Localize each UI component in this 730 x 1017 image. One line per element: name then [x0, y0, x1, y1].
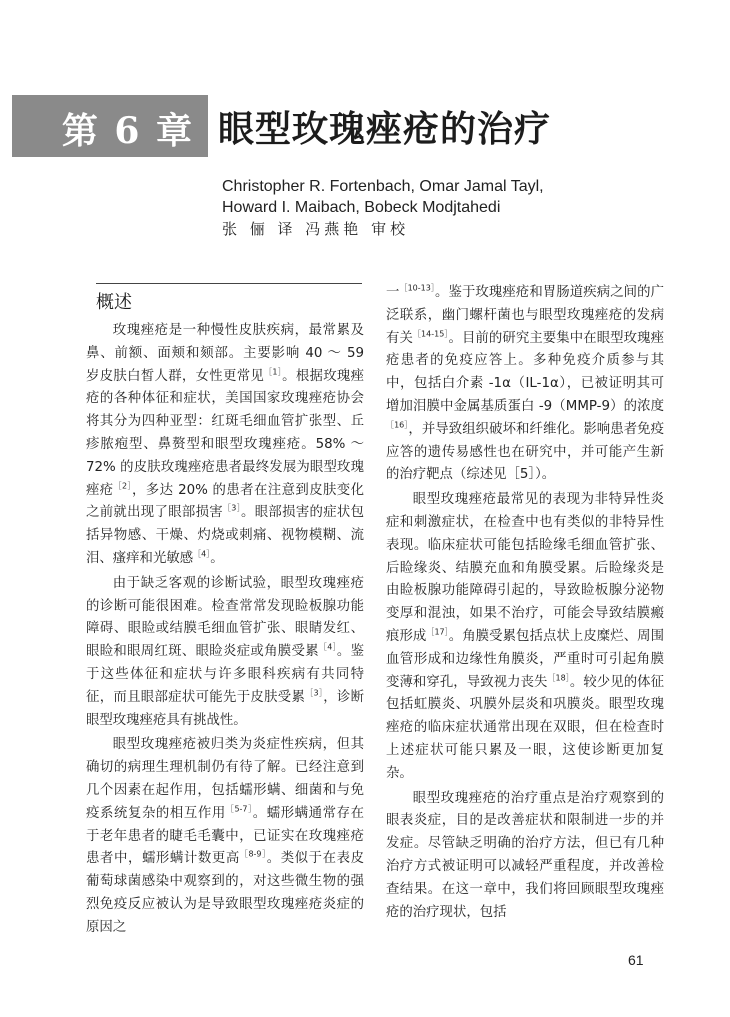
- chapter-number-band: [12, 95, 208, 157]
- paragraph: 眼型玫瑰痤疮最常见的表现为非特异性炎症和刺激症状，在检查中也有类似的非特异性表现。临床症状可能包括睑缘毛细血管扩张、后睑缘炎、结膜充血和角膜受累。后睑缘炎是由睑板腺功能障碍引起的，导致睑板腺分泌物变厚和混浊，如果不治疗，可能会导致结膜瘢痕形成$^{[17]}$。角膜受累包括点状上皮糜烂、周围血管形成和边缘性角膜炎，严重时可引起角膜变薄和穿孔，导致视力丧失$^{[18]}$。较少见的体征包括虹膜炎、巩膜外层炎和巩膜炎。眼型玫瑰痤疮的临床症状通常出现在双眼，但在检查时上述症状可能只累及一眼，这使诊断更加复杂。: [386, 492, 665, 781]
- paragraph: 一$^{[10-13]}$。鉴于玫瑰痤疮和胃肠道疾病之间的广泛联系，幽门螺杆菌也与眼型玫瑰痤疮的发病有关$^{[14-15]}$。目前的研究主要集中在眼型玫瑰痤疮患者的免疫应答上。多种免疫介质参与其中，包括白介素 -1α（IL-1α），已被证明其可增加泪膜中金属基质蛋白 -9（MMP-9）的浓度$^{[16]}$，并导致组织破坏和纤维化。影响患者免疫应答的遗传易感性也在研究中，并可能产生新的治疗靶点（综述见［5］）。: [386, 283, 665, 483]
- paragraph: 由于缺乏客观的诊断试验，眼型玫瑰痤疮的诊断可能很困难。检查常常发现睑板腺功能障碍、眼睑或结膜毛细血管扩张、眼睛发红、眼睑和眼周红斑、眼睑炎症或角膜受累$^{[4]}$。鉴于这些体征和症状与许多眼科疾病有共同特征，而且眼部症状可能先于皮肤受累$^{[3]}$，诊断眼型玫瑰痤疮具有挑战性。: [86, 575, 365, 728]
- section-title: 概述: [96, 292, 132, 313]
- right-column: [386, 282, 664, 926]
- translator-credit: 张 俪 译 冯燕艳 审校: [222, 220, 410, 238]
- author-list: [222, 176, 544, 218]
- paragraph: 眼型玫瑰痤疮的治疗重点是治疗观察到的眼表炎症，目的是改善症状和限制进一步的并发症。尽管缺乏明确的治疗方法，但已有几种治疗方式被证明可以减轻严重程度，并改善检查结果。在这一章中，我们将回顾眼型玫瑰痤疮的治疗现状，包括: [386, 790, 664, 920]
- paragraph: 眼型玫瑰痤疮被归类为炎症性疾病，但其确切的病理生理机制仍有待了解。已经注意到几个因素在起作用，包括蠕形螨、细菌和与免疫系统复杂的相互作用$^{[5-7]}$。蠕形螨通常存在于老年患者的睫毛毛囊中，已证实在玫瑰痤疮患者中，蠕形螨计数更高$^{[8-9]}$。类似于在表皮葡萄球菌感染中观察到的，对这些微生物的强烈免疫反应被认为是导致眼型玫瑰痤疮炎症的原因之: [86, 737, 365, 935]
- chapter-number: 第 6 章: [61, 110, 194, 152]
- left-column: [86, 320, 364, 942]
- chapter-title: 眼型玫瑰痤疮的治疗: [218, 109, 552, 150]
- author-line: Howard I. Maibach, Bobeck Modjtahedi: [222, 199, 501, 216]
- section-heading: [96, 283, 362, 314]
- author-line: Christopher R. Fortenbach, Omar Jamal Tayl,: [222, 178, 544, 195]
- paragraph: 玫瑰痤疮是一种慢性皮肤疾病，最常累及鼻、前额、面颊和颏部。主要影响 40 ～ 59 岁皮肤白皙人群，女性更常见$^{[1]}$。根据玫瑰痤疮的各种体征和症状，美国国家玫瑰痤疮协会将其分为四种亚型：红斑毛细血管扩张型、丘疹脓疱型、鼻赘型和眼型玫瑰痤疮。58% ～ 72% 的皮肤玫瑰痤疮患者最终发展为眼型玫瑰痤疮$^{[2]}$，多达 20% 的患者在注意到皮肤变化之前就出现了眼部损害$^{[3]}$。眼部损害的症状包括异物感、干燥、灼烧或刺痛、视物模糊、流泪、瘙痒和光敏感$^{[4]}$。: [86, 323, 365, 566]
- page-number: 61: [628, 952, 644, 968]
